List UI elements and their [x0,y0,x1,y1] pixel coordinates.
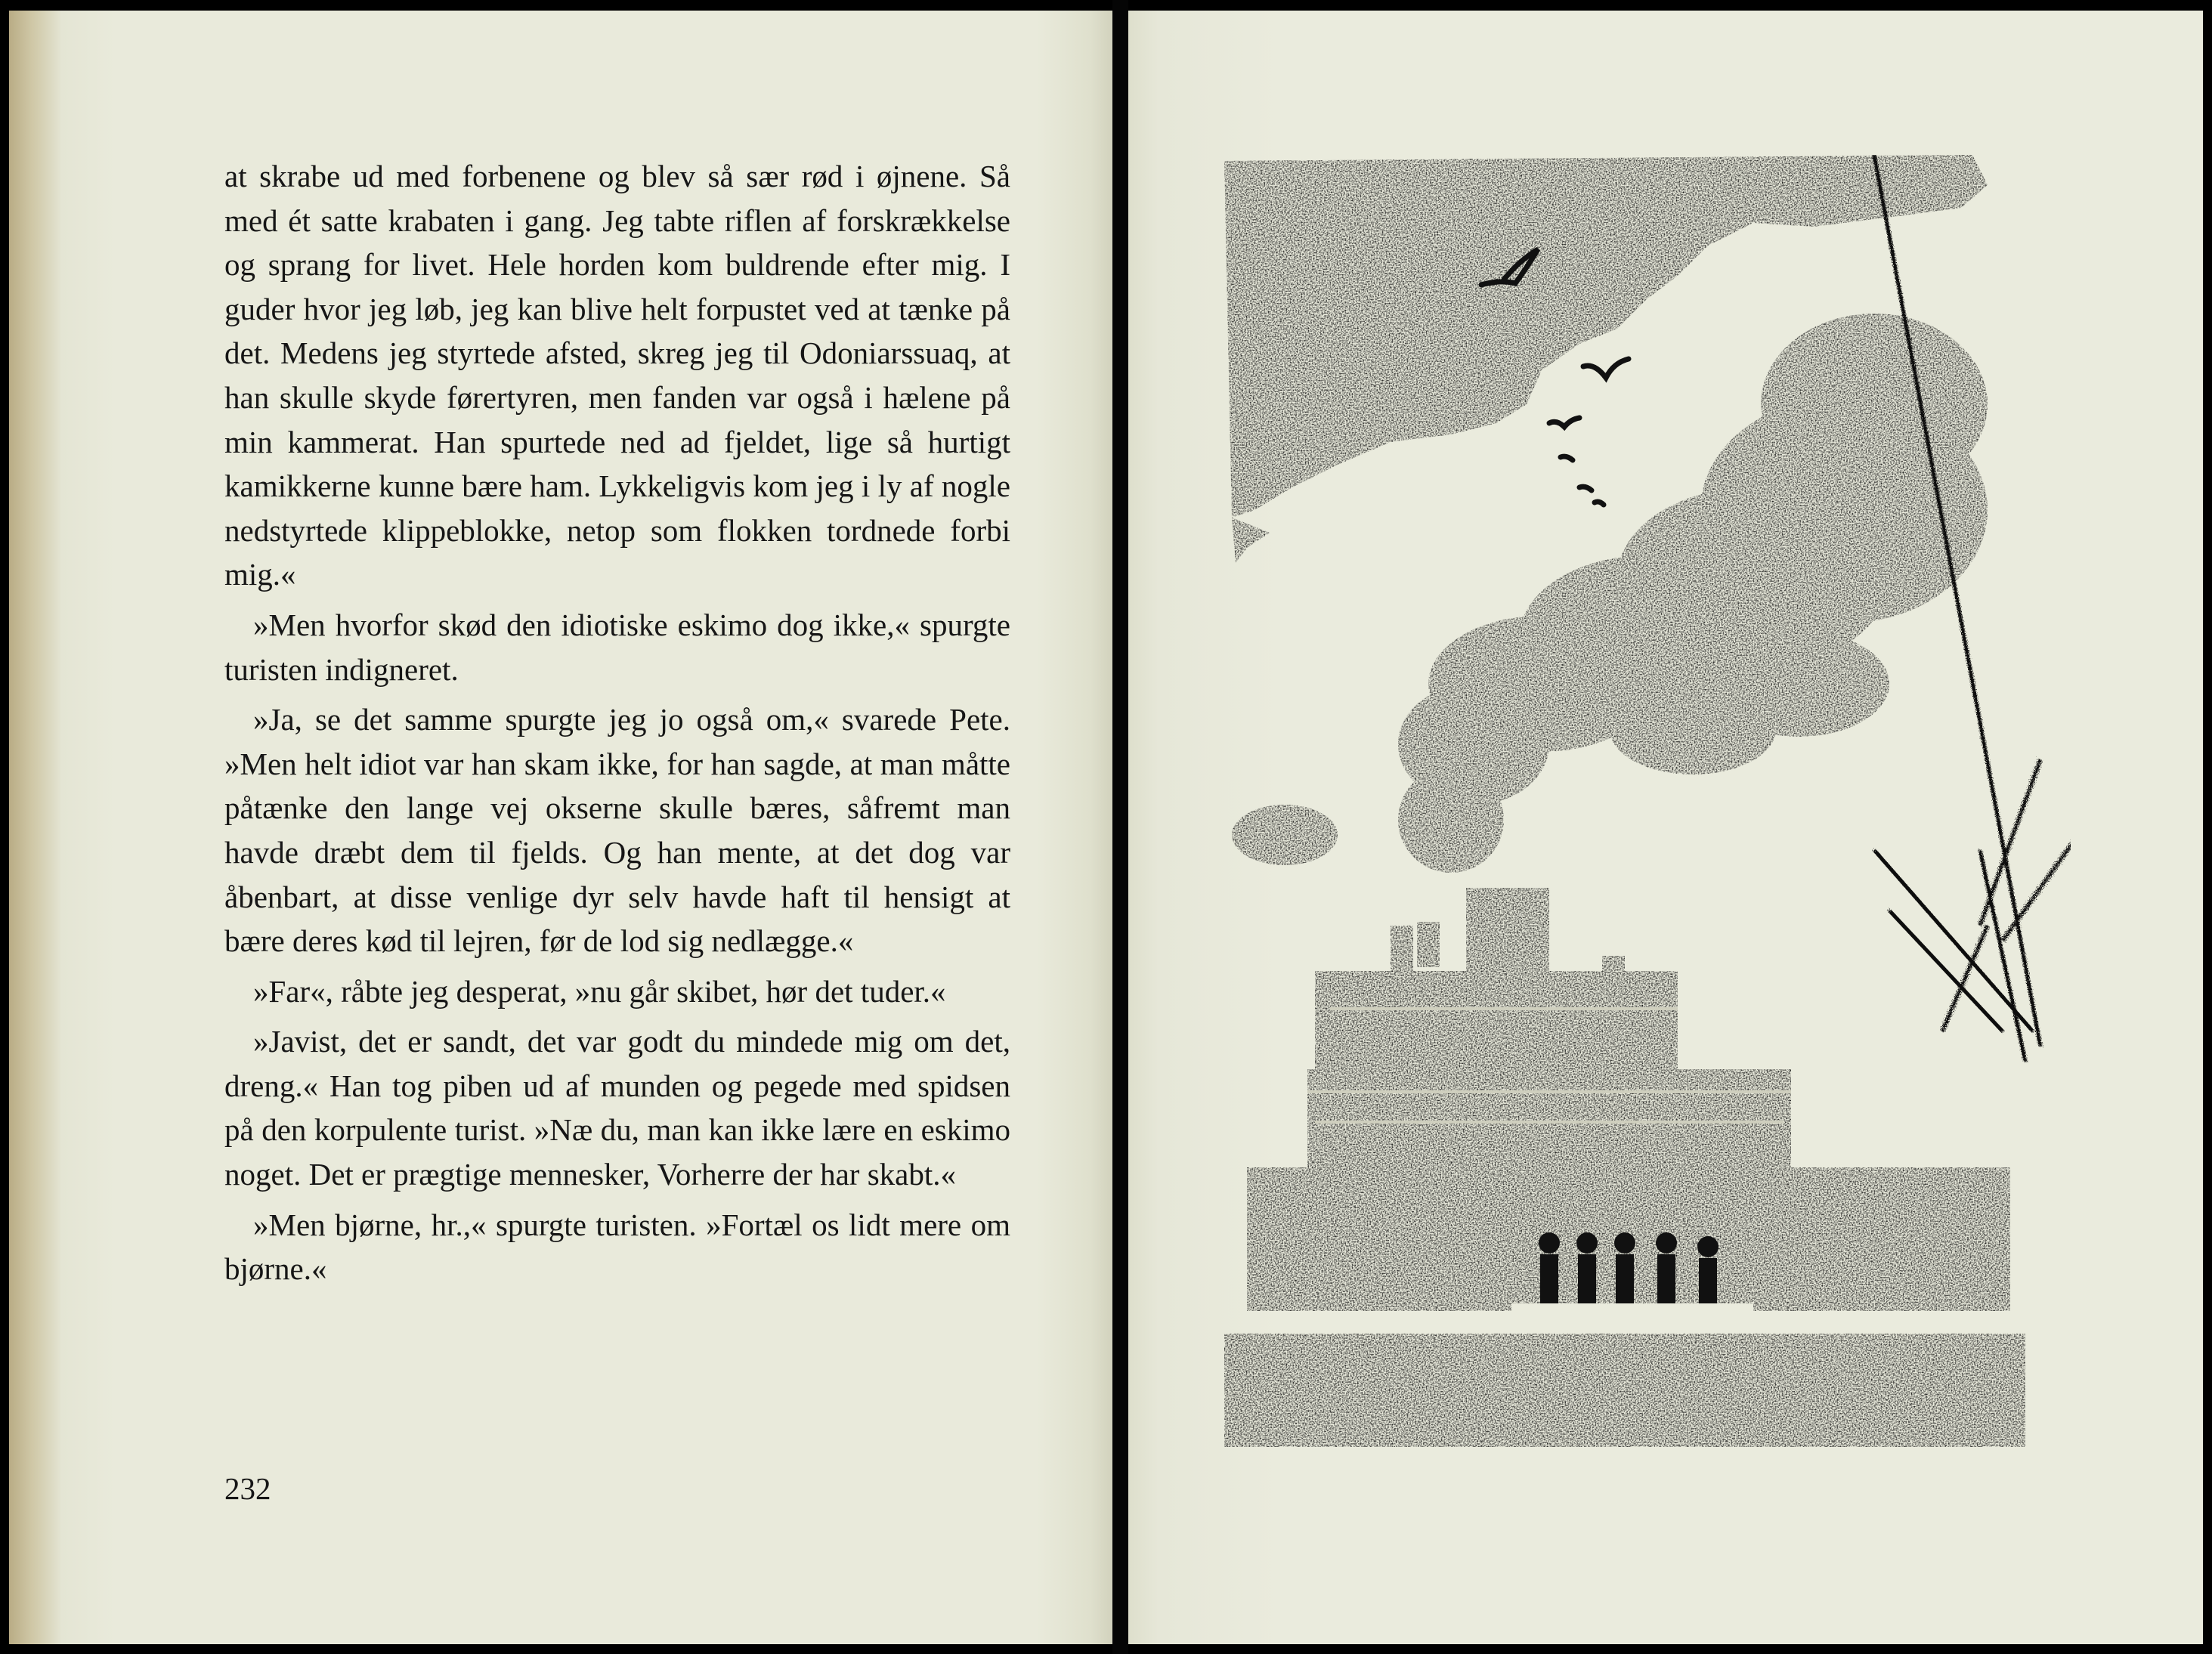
paragraph-6: »Men bjørne, hr.,« spurgte turisten. »Fortæl os lidt mere om bjørne.« [224,1207,1010,1287]
page-number: 232 [224,1471,271,1506]
paragraph-3: »Ja, se det samme spurgte jeg jo også om,« svarede Pete. »Men helt idiot var han skam ikke, for han sagde, at man måtte påtænke den lange vej okserne skulle bæres, såfremt man havde dræbt dem til fjelds. Og han mente, at det dog var åbenbart, at disse venlige dyr selv havde haft til hensigt at bære deres kød til lejren, før de lod sig nedlægge.« [224,702,1010,959]
book-gutter [1112,0,1128,1654]
paragraph-1: at skrabe ud med forbenene og blev så sær rød i øjnene. Så med ét satte krabaten i gang. Jeg tabte riflen af forskrækkelse og sprang for livet. Hele horden kom buldrende efter mig. I guder hvor jeg løb, jeg kan blive helt forpustet ved at tænke på det. Medens jeg styrtede afsted, skreg jeg til Odoniarssuaq, at han skulle skyde førertyren, men fanden var også i hælene på min kammerat. Han spurtede ned ad fjeldet, lige så hurtigt kamikkerne kunne bære ham. Lykkeligvis kom jeg i ly af nogle nedstyrtede klippeblokke, netop som flokken tordnede forbi mig.« [224,159,1010,592]
left-page [9,11,1112,1644]
paragraph-5: »Javist, det er sandt, det var godt du mindede mig om det, dreng.« Han tog piben ud af munden og pegede med spidsen på den korpulente turist. »Næ du, man kan ikke lære en eskimo noget. Det er prægtige mennesker, Vorherre der har skabt.« [224,1024,1010,1192]
paragraph-4: »Far«, råbte jeg desperat, »nu går skibet, hør det tuder.« [253,973,946,1009]
body-text [224,154,1010,1291]
paragraph-2: »Men hvorfor skød den idiotiske eskimo dog ikke,« spurgte turisten indigneret. [224,607,1010,687]
steamship-with-smoke-icon [1224,155,2071,1447]
